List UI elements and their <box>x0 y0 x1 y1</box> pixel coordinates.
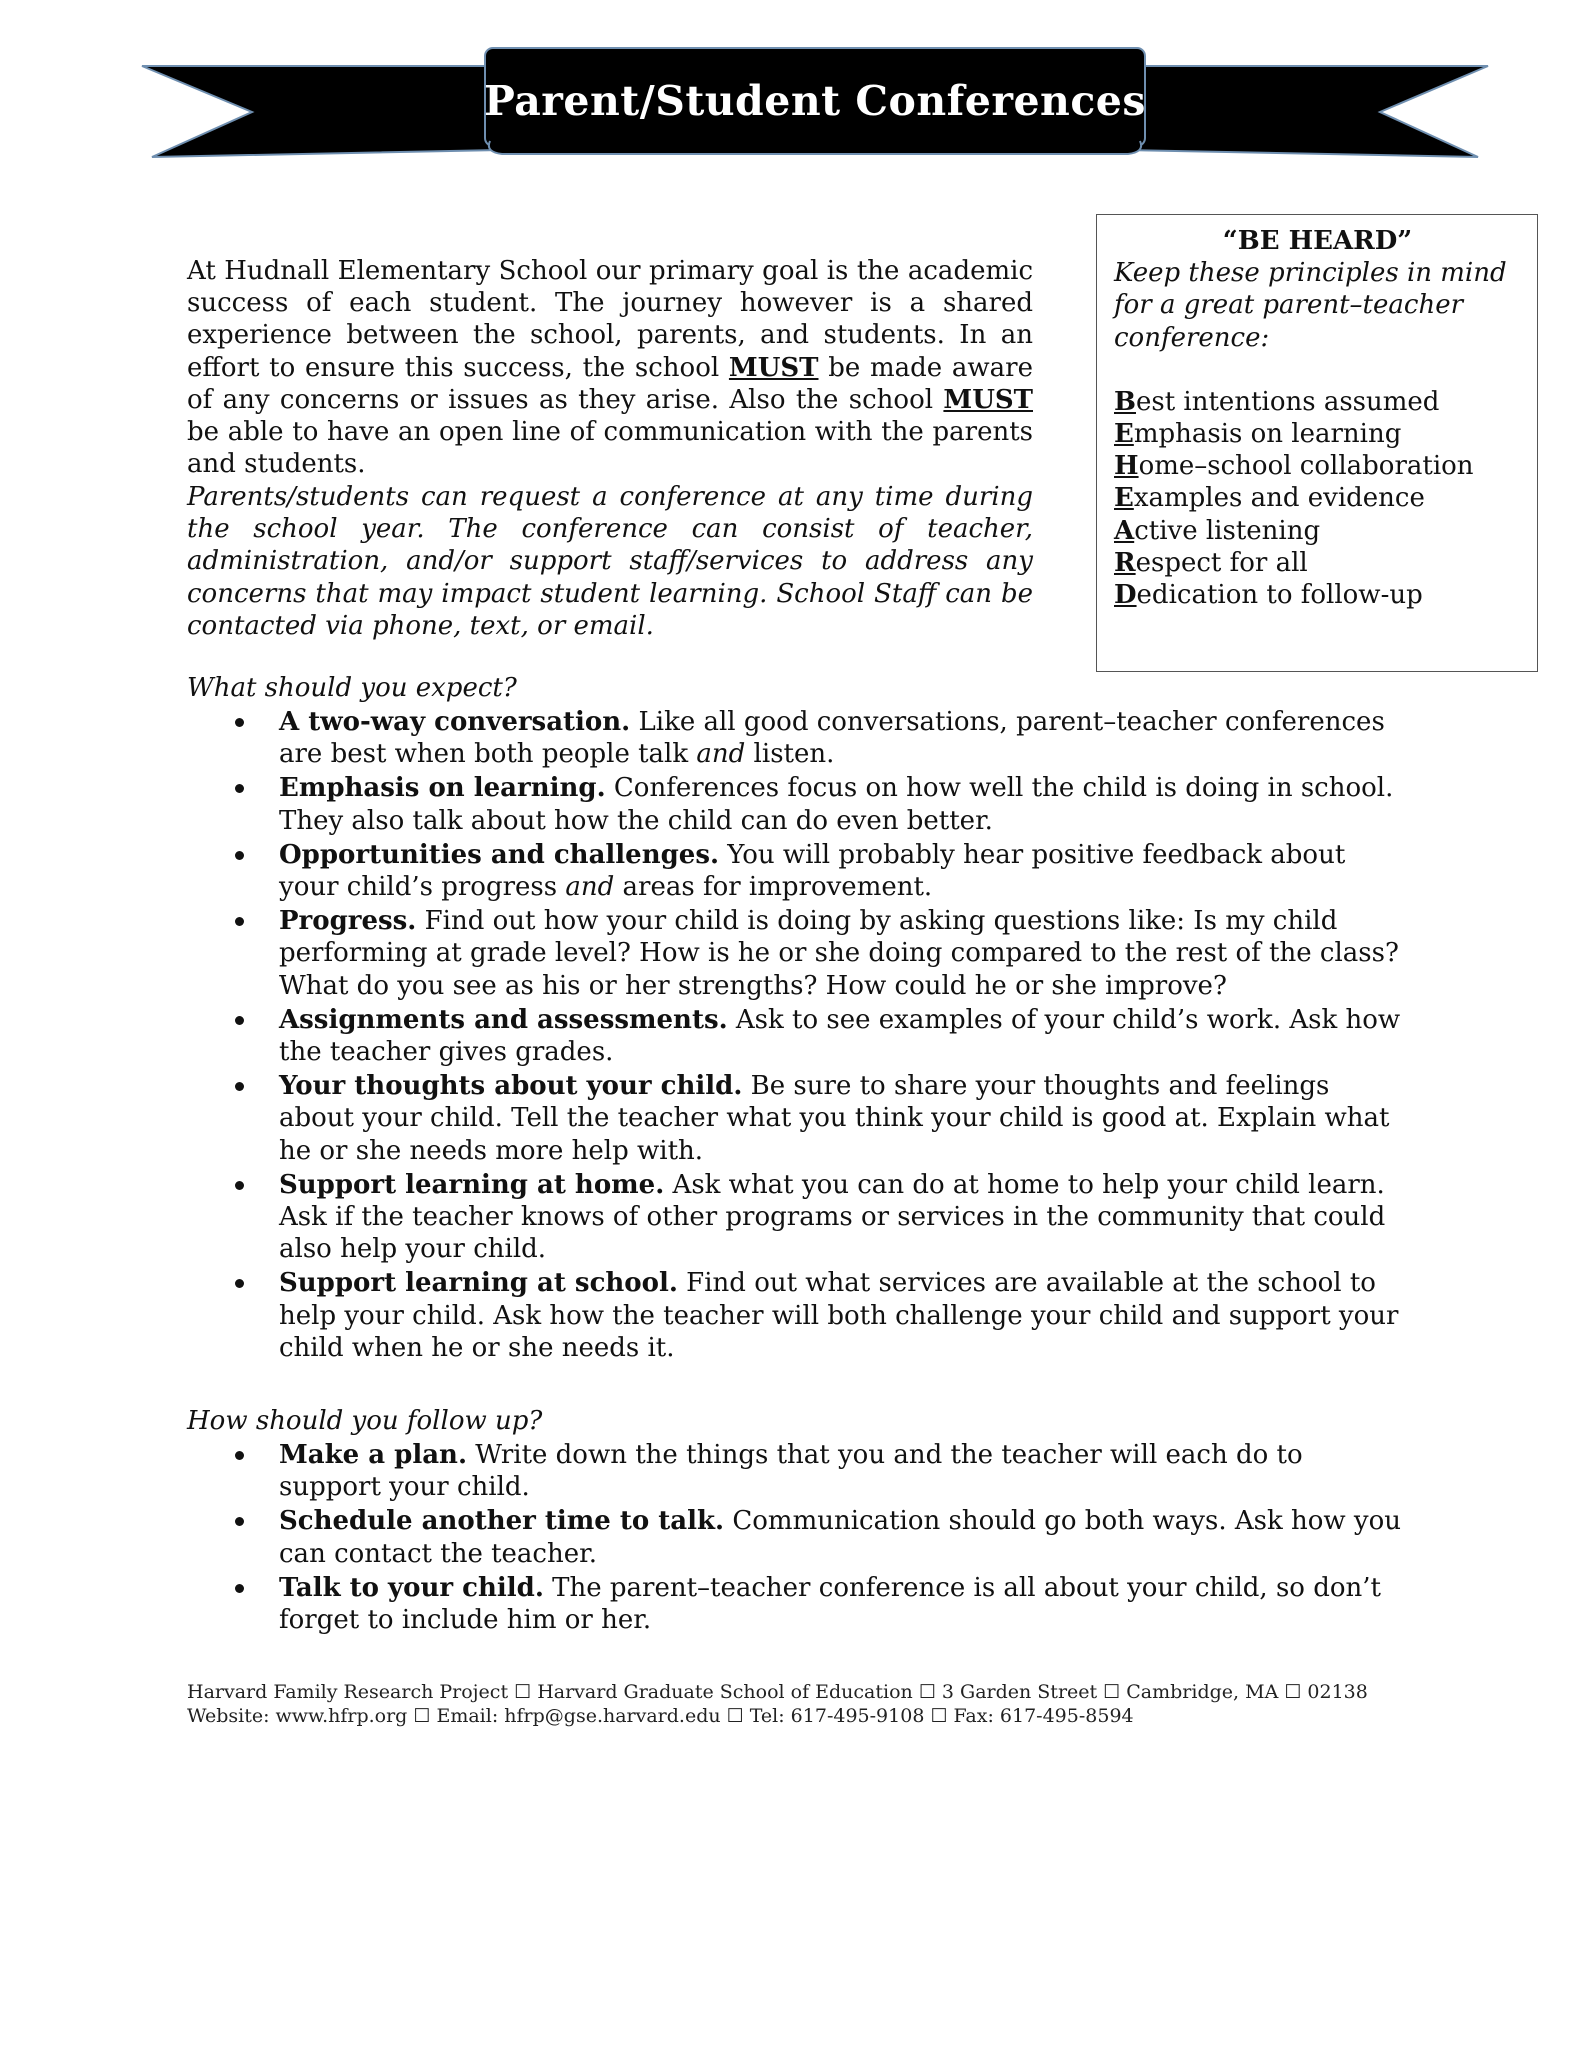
bullet-icon <box>235 917 244 926</box>
acronym-item: Emphasis on learning <box>1114 419 1402 450</box>
list-item: Your thoughts about your child. Be sure to share your thoughts and feelings about your child. Tell the teacher what you think your child is good at. Explain what he or she needs more help with. <box>187 1070 1407 1167</box>
request-paragraph: Parents/students can request a conference at any time during the school year. The conference can consist of teacher, administration, and/or support staff/services to address any concerns that may impact student learning. School Staff can be contacted via phone, text, or email. <box>187 482 1033 641</box>
page-title: Parent/Student Conferences <box>484 77 1146 125</box>
followup-list <box>187 1439 1407 1638</box>
footer-contact: Website: www.hfrp.org ☐ Email: hfrp@gse.harvard.edu ☐ Tel: 617-495-9108 ☐ Fax: 617-495-8594 <box>187 1704 1134 1727</box>
list-item: Assignments and assessments. Ask to see examples of your child’s work. Ask how the teacher gives grades. <box>187 1004 1407 1068</box>
box-title: “BE HEARD” <box>1222 226 1413 256</box>
list-item: A two-way conversation. Like all good conversations, parent–teacher conferences are best when both people talk and listen. <box>187 706 1407 770</box>
intro-paragraph: At Hudnall Elementary School our primary goal is the academic success of each student. The journey however is a shared experience between the school, parents, and students. In an effort to ensure this success, the school MUST be made aware of any concerns or issues as they arise. Also the school MUST be able to have an open line of communication with the parents and students. <box>187 256 1033 480</box>
bullet-icon <box>235 1584 244 1593</box>
acronym-item: Home–school collaboration <box>1114 451 1474 482</box>
bullet-icon <box>235 718 244 727</box>
be-heard-box <box>1096 214 1538 672</box>
title-banner <box>140 40 1490 170</box>
list-item: Talk to your child. The parent–teacher conference is all about your child, so don’t forget to include him or her. <box>187 1572 1407 1636</box>
bullet-icon <box>235 1082 244 1091</box>
bullet-icon <box>235 851 244 860</box>
acronym-item: Active listening <box>1114 515 1321 546</box>
expect-list <box>187 706 1407 1366</box>
list-item: Schedule another time to talk. Communication should go both ways. Ask how you can contact the teacher. <box>187 1505 1407 1569</box>
bullet-icon <box>235 1181 244 1190</box>
list-item: Support learning at school. Find out what services are available at the school to help your child. Ask how the teacher will both challenge your child and support your child when he or she needs it. <box>187 1267 1407 1364</box>
footer-address: Harvard Family Research Project ☐ Harvard Graduate School of Education ☐ 3 Garden Street ☐ Cambridge, MA ☐ 02138 <box>187 1681 1368 1703</box>
list-item: Emphasis on learning. Conferences focus on how well the child is doing in school. They also talk about how the child can do even better. <box>187 772 1407 836</box>
bullet-icon <box>235 1451 244 1460</box>
followup-heading: How should you follow up? <box>187 1406 543 1436</box>
bullet-icon <box>235 784 244 793</box>
acronym-item: Respect for all <box>1114 547 1308 578</box>
must-emphasis: MUST <box>943 384 1033 415</box>
list-item: Progress. Find out how your child is doing by asking questions like: Is my child performing at grade level? How is he or she doing compared to the rest of the class? What do you see as his or her strengths? How could he or she improve? <box>187 905 1407 1002</box>
bullet-icon <box>235 1016 244 1025</box>
list-item: Support learning at home. Ask what you can do at home to help your child learn. Ask if the teacher knows of other programs or services in the community that could also help your child. <box>187 1169 1407 1266</box>
bullet-icon <box>235 1517 244 1526</box>
bullet-icon <box>235 1279 244 1288</box>
acronym-item: Dedication to follow-up <box>1114 580 1423 611</box>
list-item: Opportunities and challenges. You will probably hear positive feedback about your child’s progress and areas for improvement. <box>187 839 1407 903</box>
box-subtitle: Keep these principles in mind for a great parent–teacher conference: <box>1114 258 1507 353</box>
must-emphasis: MUST <box>728 352 819 383</box>
expect-heading: What should you expect? <box>187 673 517 703</box>
acronym-item: Examples and evidence <box>1114 483 1425 514</box>
list-item: Make a plan. Write down the things that you and the teacher will each do to support your child. <box>187 1439 1407 1503</box>
footer <box>187 1681 1387 1728</box>
acronym-item: Best intentions assumed <box>1114 386 1440 417</box>
